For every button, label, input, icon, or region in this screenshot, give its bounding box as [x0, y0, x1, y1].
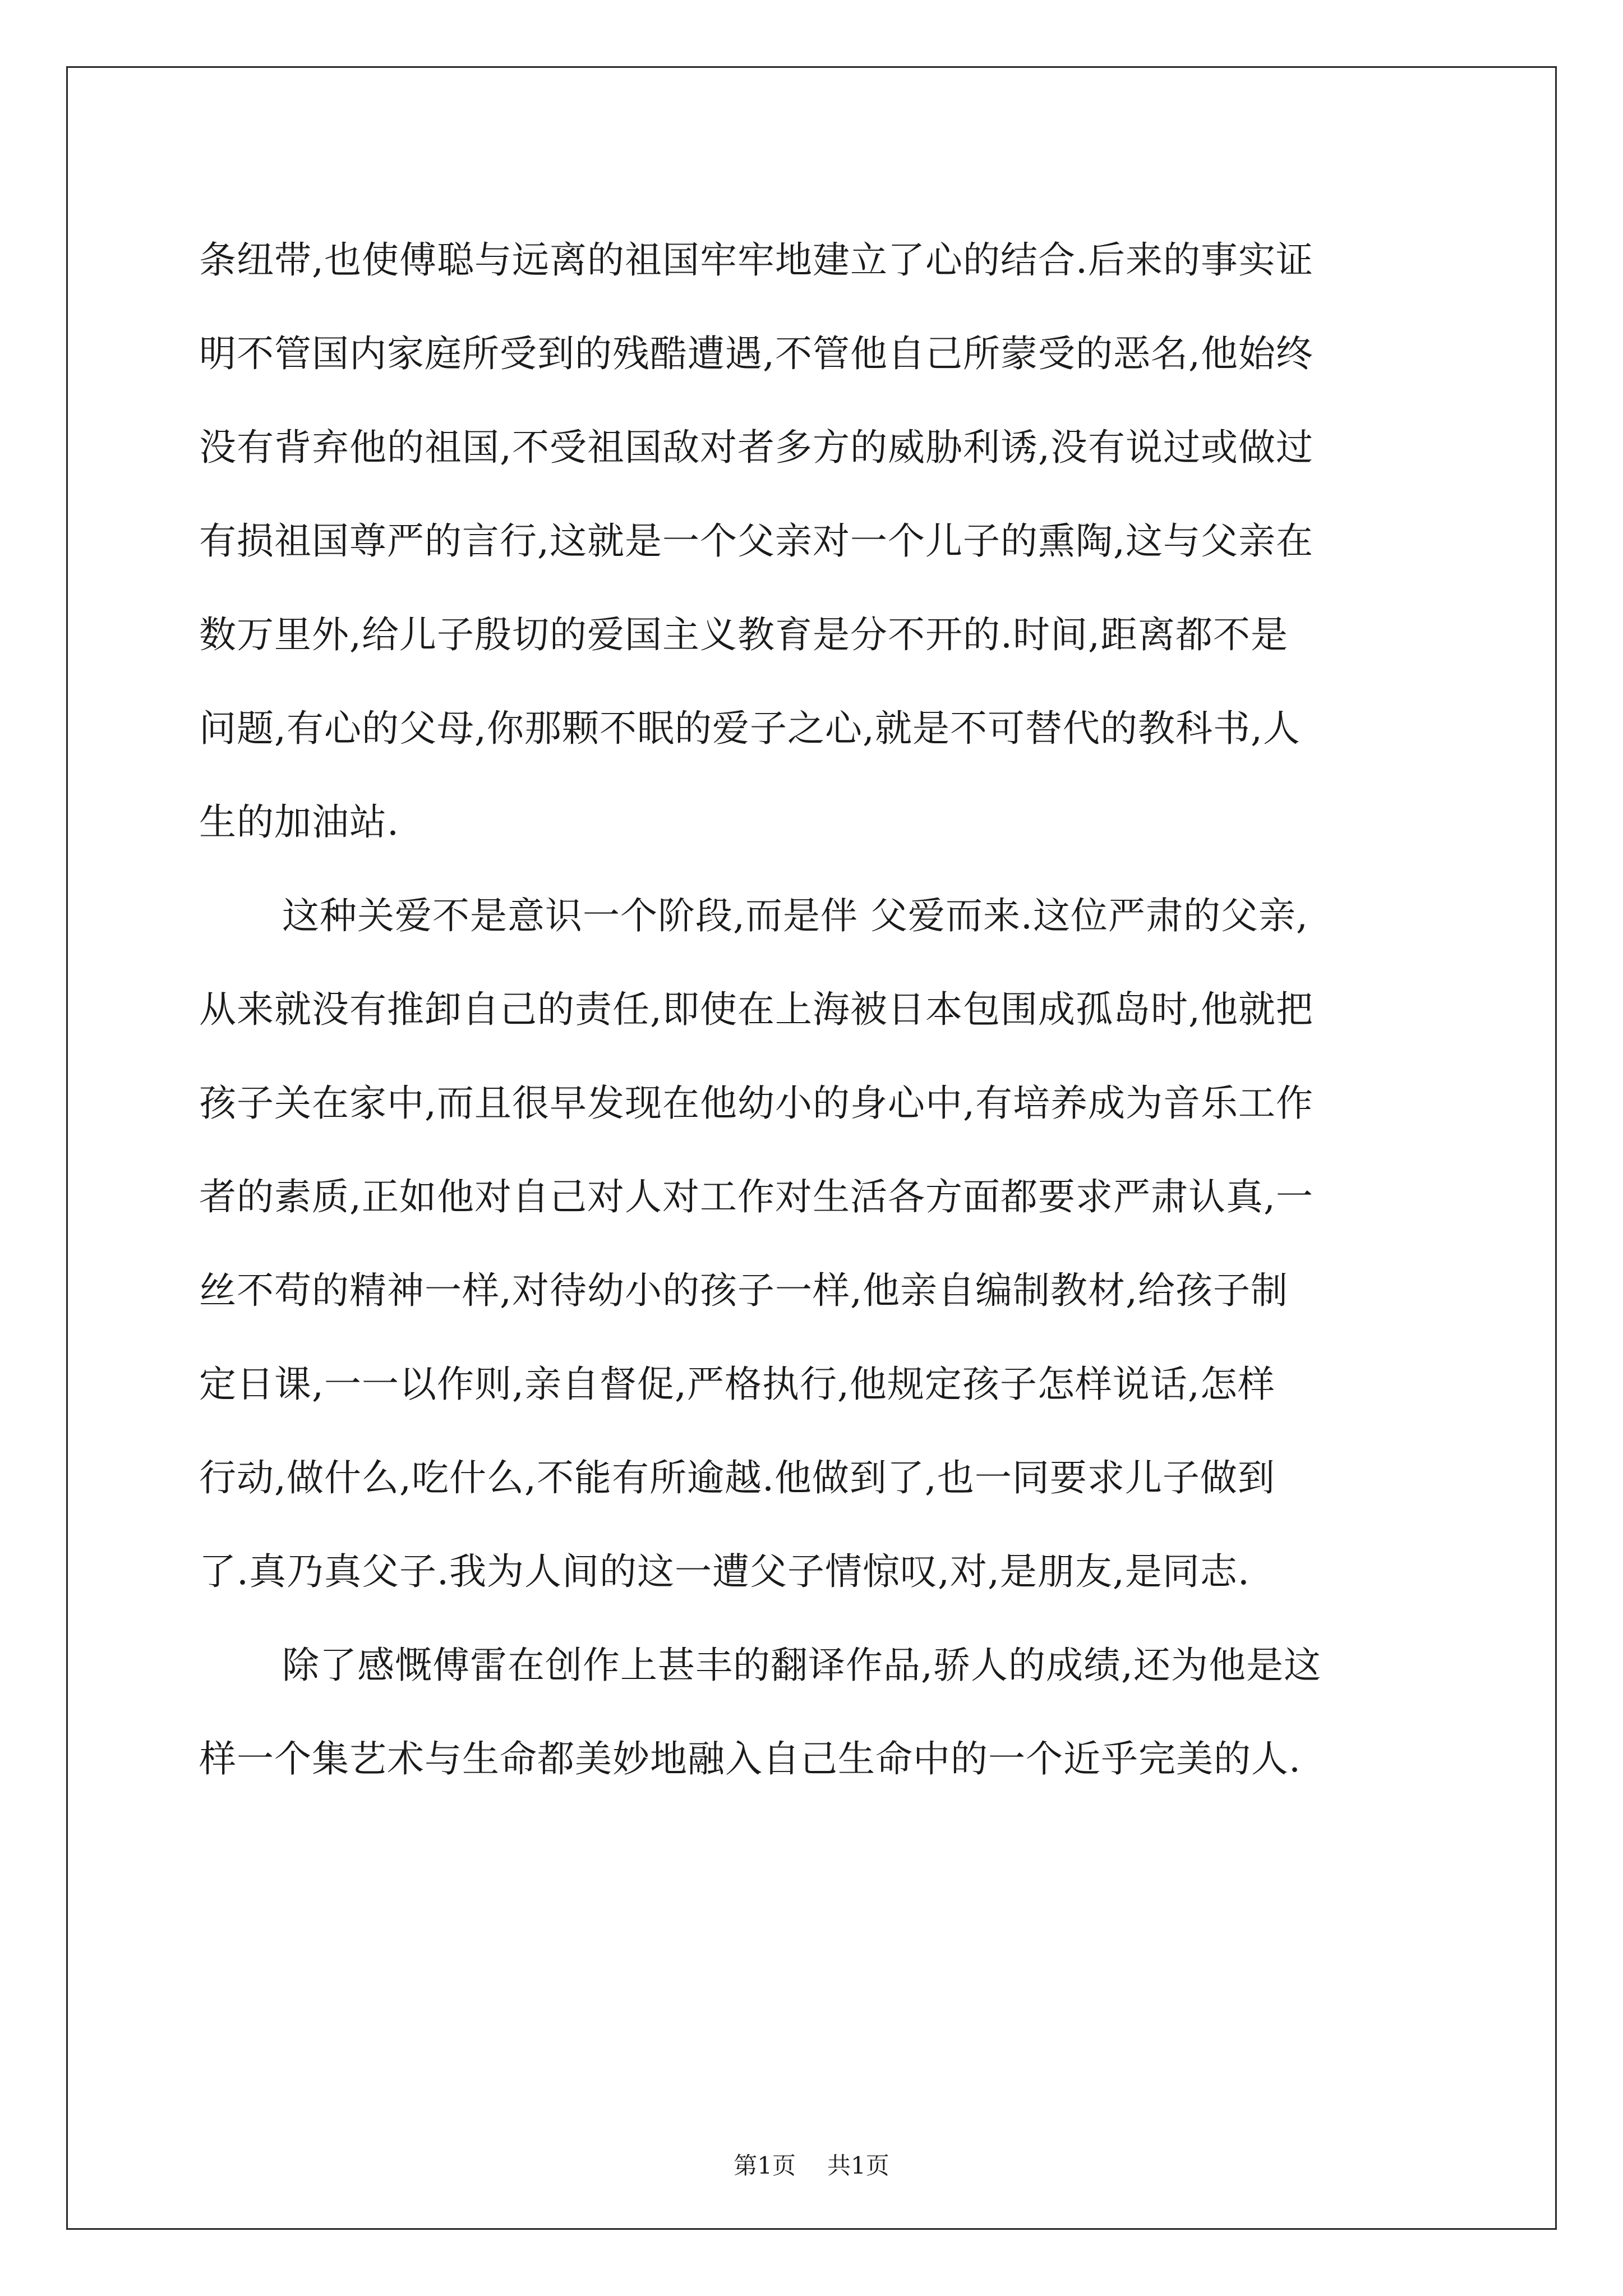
text-line: 数万里外,给儿子殷切的爱国主义教育是分不开的.时间,距离都不是 [199, 613, 1288, 656]
text-line: 丝不苟的精神一样,对待幼小的孩子一样,他亲自编制教材,给孩子制 [199, 1269, 1288, 1312]
document-body [199, 213, 1438, 1806]
text-line: 这种关爱不是意识一个阶段,而是伴 父爱而来.这位严肃的父亲, [282, 894, 1308, 937]
page-total: 共1页 [827, 2152, 889, 2179]
text-line: 孩子关在家中,而且很早发现在他幼小的身心中,有培养成为音乐工作 [199, 1082, 1313, 1125]
text-line: 生的加油站. [199, 800, 399, 844]
text-line: 除了感慨傅雷在创作上甚丰的翻译作品,骄人的成绩,还为他是这 [282, 1644, 1321, 1687]
text-line: 定日课,一一以作则,亲自督促,严格执行,他规定孩子怎样说话,怎样 [199, 1363, 1275, 1406]
text-line: 者的素质,正如他对自己对人对工作对生活各方面都要求严肃认真,一 [199, 1175, 1313, 1218]
page-number: 第1页 [734, 2152, 796, 2179]
text-line: 没有背弃他的祖国,不受祖国敌对者多方的威胁利诱,没有说过或做过 [199, 426, 1313, 469]
text-line: 明不管国内家庭所受到的残酷遭遇,不管他自己所蒙受的恶名,他始终 [199, 332, 1313, 375]
text-line: 了.真乃真父子.我为人间的这一遭父子情惊叹,对,是朋友,是同志. [199, 1550, 1250, 1593]
page-footer [0, 2147, 1623, 2181]
text-line: 从来就没有推卸自己的责任,即使在上海被日本包围成孤岛时,他就把 [199, 988, 1313, 1031]
text-line: 行动,做什么,吃什么,不能有所逾越.他做到了,也一同要求儿子做到 [199, 1456, 1275, 1499]
text-line: 样一个集艺术与生命都美妙地融入自己生命中的一个近乎完美的人. [199, 1737, 1301, 1780]
text-line: 有损祖国尊严的言行,这就是一个父亲对一个儿子的熏陶,这与父亲在 [199, 519, 1313, 563]
text-line: 条纽带,也使傅聪与远离的祖国牢牢地建立了心的结合.后来的事实证 [199, 238, 1313, 282]
text-line: 问题,有心的父母,你那颗不眠的爱子之心,就是不可替代的教科书,人 [199, 707, 1301, 750]
